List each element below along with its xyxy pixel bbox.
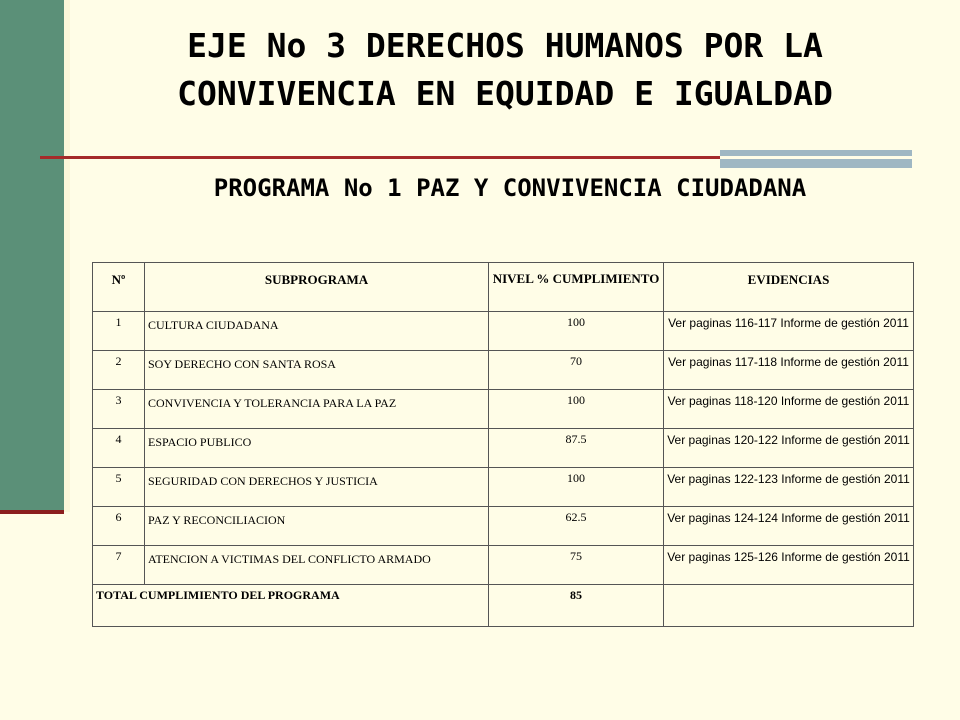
row-num: 1: [93, 312, 145, 351]
row-nivel: 62.5: [489, 507, 664, 546]
row-subprograma: ESPACIO PUBLICO: [145, 429, 489, 468]
table-row: [93, 429, 914, 468]
row-nivel: 100: [489, 390, 664, 429]
row-num: 7: [93, 546, 145, 585]
row-nivel: 70: [489, 351, 664, 390]
header-subprograma: SUBPROGRAMA: [145, 263, 489, 312]
row-evidencia: Ver paginas 118-120 Informe de gestión 2011: [664, 390, 914, 429]
table-row: [93, 507, 914, 546]
slide-title: EJE No 3 DERECHOS HUMANOS POR LA CONVIVENCIA EN EQUIDAD E IGUALDAD: [177, 26, 833, 113]
row-evidencia: Ver paginas 124-124 Informe de gestión 2011: [664, 507, 914, 546]
row-evidencia: Ver paginas 120-122 Informe de gestión 2011: [664, 429, 914, 468]
row-nivel: 87.5: [489, 429, 664, 468]
row-nivel: 100: [489, 468, 664, 507]
row-subprograma: CULTURA CIUDADANA: [145, 312, 489, 351]
row-nivel: 75: [489, 546, 664, 585]
side-accent-stripe: [64, 0, 70, 512]
table-header-row: [93, 263, 914, 312]
row-subprograma: SEGURIDAD CON DERECHOS Y JUSTICIA: [145, 468, 489, 507]
header-num: Nº: [93, 263, 145, 312]
header-evidencias: EVIDENCIAS: [664, 263, 914, 312]
row-evidencia: Ver paginas 116-117 Informe de gestión 2011: [664, 312, 914, 351]
row-num: 6: [93, 507, 145, 546]
row-num: 5: [93, 468, 145, 507]
table-total-row: [93, 585, 914, 627]
row-subprograma: PAZ Y RECONCILIACION: [145, 507, 489, 546]
side-accent-bar: [0, 0, 64, 512]
row-subprograma: SOY DERECHO CON SANTA ROSA: [145, 351, 489, 390]
total-label: TOTAL CUMPLIMIENTO DEL PROGRAMA: [93, 585, 489, 627]
table-row: [93, 546, 914, 585]
side-accent-edge: [0, 510, 64, 514]
row-subprograma: CONVIVENCIA Y TOLERANCIA PARA LA PAZ: [145, 390, 489, 429]
title-divider-accent: [720, 150, 912, 168]
total-value: 85: [489, 585, 664, 627]
slide-subtitle: PROGRAMA No 1 PAZ Y CONVIVENCIA CIUDADANA: [213, 174, 807, 202]
row-evidencia: Ver paginas 125-126 Informe de gestión 2011: [664, 546, 914, 585]
program-table: [92, 262, 914, 627]
row-num: 4: [93, 429, 145, 468]
row-num: 2: [93, 351, 145, 390]
table-row: [93, 390, 914, 429]
row-evidencia: Ver paginas 122-123 Informe de gestión 2011: [664, 468, 914, 507]
row-evidencia: Ver paginas 117-118 Informe de gestión 2011: [664, 351, 914, 390]
total-evidencia-empty: [664, 585, 914, 627]
table-row: [93, 468, 914, 507]
table-row: [93, 312, 914, 351]
row-num: 3: [93, 390, 145, 429]
table-row: [93, 351, 914, 390]
row-subprograma: ATENCION A VICTIMAS DEL CONFLICTO ARMADO: [145, 546, 489, 585]
header-nivel: NIVEL % CUMPLIMIENTO: [489, 263, 664, 312]
row-nivel: 100: [489, 312, 664, 351]
